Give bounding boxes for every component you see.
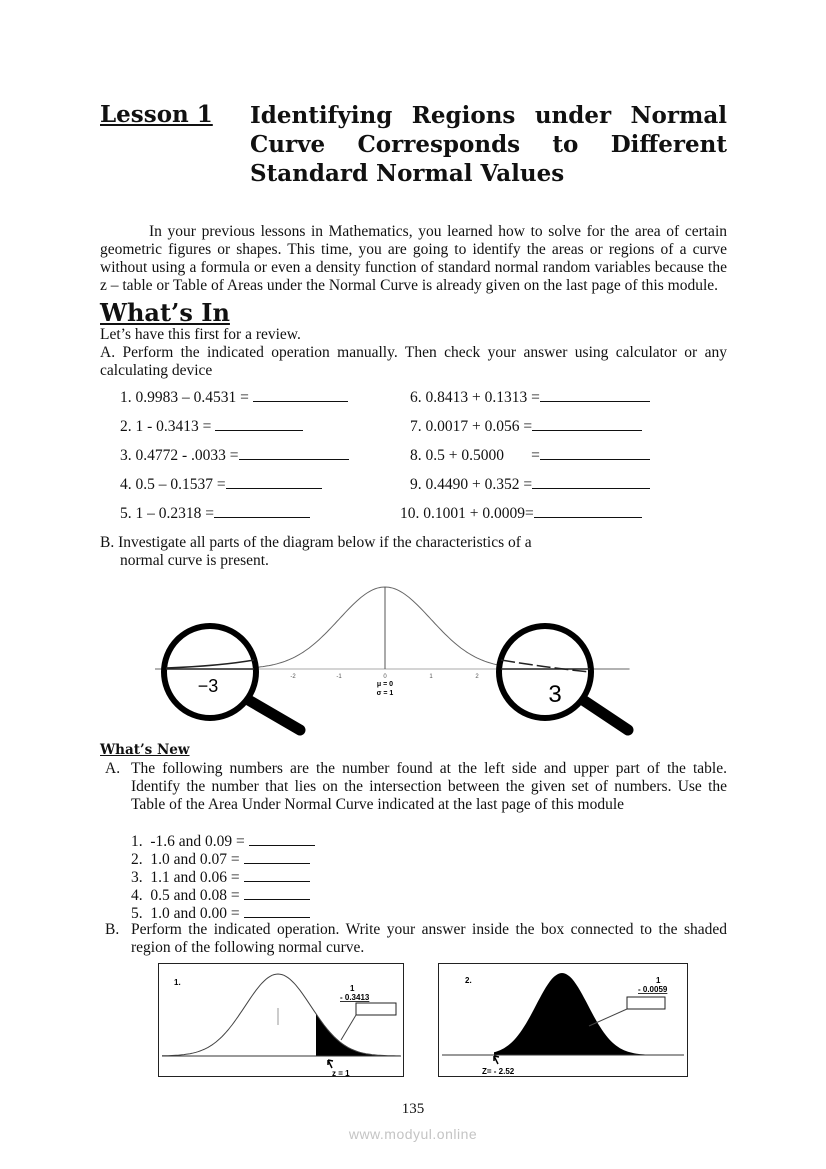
answer-box[interactable]: [356, 1003, 396, 1015]
part-b-instructions: [100, 534, 532, 570]
operation-bottom: - 0.3413: [340, 993, 370, 1002]
answer-blank[interactable]: [215, 417, 303, 431]
three-label: 3: [548, 681, 562, 708]
lookup-item: [131, 886, 310, 905]
exercise-item: [120, 446, 349, 465]
exercise-text: 7. 0.0017 + 0.056 =: [410, 418, 533, 435]
answer-blank[interactable]: [244, 850, 310, 864]
tick-label: -1: [336, 674, 342, 680]
exercise-text: 1. 0.9983 – 0.4531 =: [120, 389, 253, 406]
figure-number: 1.: [174, 978, 181, 987]
figure-number: 2.: [465, 976, 472, 985]
answer-blank[interactable]: [249, 832, 315, 846]
review-text: Let’s have this first for a review.: [100, 326, 301, 343]
answer-blank[interactable]: [214, 504, 310, 518]
lookup-text: 2. 1.0 and 0.07 =: [131, 851, 244, 868]
title-line: Identifying Regions under Normal: [250, 102, 727, 129]
part-b-line: B. Investigate all parts of the diagram below if the characteristics of a: [100, 534, 532, 551]
answer-blank[interactable]: [244, 886, 310, 900]
tick-label: 1: [429, 674, 433, 680]
lookup-text: 4. 0.5 and 0.08 =: [131, 887, 244, 904]
lookup-item: [131, 850, 310, 869]
operation-top: 1: [350, 984, 355, 993]
answer-blank[interactable]: [244, 904, 310, 918]
answer-blank[interactable]: [253, 388, 348, 402]
whats-new-part-b: Perform the indicated operation. Write your answer inside the box connected to the shaded region of the following normal curve.: [131, 921, 727, 956]
mu-label: μ = 0: [376, 681, 394, 688]
exercise-text: 6. 0.8413 + 0.1313 =: [410, 389, 540, 406]
exercise-item: [400, 504, 642, 523]
exercise-item: [120, 388, 348, 407]
exercise-item: [410, 417, 642, 436]
magnifier-right-icon: [499, 626, 628, 730]
sigma-label: σ = 1: [376, 690, 394, 697]
answer-blank[interactable]: [534, 504, 642, 518]
exercise-text: 4. 0.5 – 0.1537 =: [120, 476, 226, 493]
figure-1: [158, 963, 404, 1078]
lesson-label: Lesson 1: [100, 101, 213, 128]
lookup-text: 3. 1.1 and 0.06 =: [131, 869, 244, 886]
exercise-item: [410, 388, 650, 407]
exercise-item: [410, 446, 650, 465]
intro-paragraph: In your previous lessons in Mathematics, you learned how to solve for the area of certain geometric figures or shapes. This time, you are going to identify the areas or regions of a curve without using a formula or even a density function of standard normal random variables because the z – table or Table of Areas under the Normal Curve is already given on the last page of this module.: [100, 223, 727, 294]
answer-blank[interactable]: [239, 446, 349, 460]
watermark: www.modyul.online: [348, 1126, 478, 1142]
tick-label: 2: [475, 674, 479, 680]
exercise-item: [120, 417, 303, 436]
lookup-text: 1. -1.6 and 0.09 =: [131, 833, 249, 850]
z-label: z = 1: [332, 1069, 350, 1078]
z-label: Z= - 2.52: [482, 1067, 515, 1076]
lookup-item: [131, 832, 315, 851]
whats-new-part-a: The following numbers are the number found at the left side and upper part of the table. Identify the number that lies on the intersection between the given set of numbers. Use the Table of the Area Under Normal Curve indicated at the last page of this module: [131, 760, 727, 813]
operation-bottom: - 0.0059: [638, 985, 668, 994]
tick-label: 0: [383, 674, 387, 680]
exercise-text: 9. 0.4490 + 0.352 =: [410, 476, 533, 493]
part-b-marker: B.: [105, 921, 120, 938]
answer-box[interactable]: [627, 997, 665, 1009]
answer-blank[interactable]: [226, 475, 322, 489]
exercise-item: [410, 475, 650, 494]
part-b-line: normal curve is present.: [120, 552, 269, 569]
normal-curve-diagram: [150, 580, 640, 745]
answer-blank[interactable]: [540, 388, 650, 402]
whats-in-heading: What’s In: [100, 298, 230, 327]
lookup-text: 5. 1.0 and 0.00 =: [131, 905, 244, 922]
part-a-instructions: A. Perform the indicated operation manually. Then check your answer using calculator or any calculating device: [100, 344, 727, 379]
magnifier-left-icon: [164, 626, 300, 730]
exercise-text: 5. 1 – 0.2318 =: [120, 505, 214, 522]
title-line: Curve Corresponds to Different: [250, 131, 727, 158]
exercise-text: 8. 0.5 + 0.5000 =: [410, 447, 540, 464]
whats-new-heading: What’s New: [100, 742, 190, 758]
exercise-text: 3. 0.4772 - .0033 =: [120, 447, 239, 464]
operation-top: 1: [656, 976, 661, 985]
minus-three-label: −3: [197, 676, 219, 696]
exercise-item: [120, 475, 322, 494]
answer-blank[interactable]: [532, 475, 650, 489]
page-number: 135: [401, 1101, 425, 1117]
exercise-text: 10. 0.1001 + 0.0009=: [400, 505, 534, 522]
answer-blank[interactable]: [532, 417, 642, 431]
exercise-item: [120, 504, 310, 523]
tick-label: -2: [290, 674, 296, 680]
lookup-item: [131, 868, 310, 887]
figure-2: [438, 963, 688, 1078]
exercise-text: 2. 1 - 0.3413 =: [120, 418, 216, 435]
lesson-title: [250, 101, 727, 188]
answer-blank[interactable]: [244, 868, 310, 882]
title-line: Standard Normal Values: [250, 160, 565, 187]
answer-blank[interactable]: [540, 446, 650, 460]
part-a-marker: A.: [105, 760, 121, 777]
